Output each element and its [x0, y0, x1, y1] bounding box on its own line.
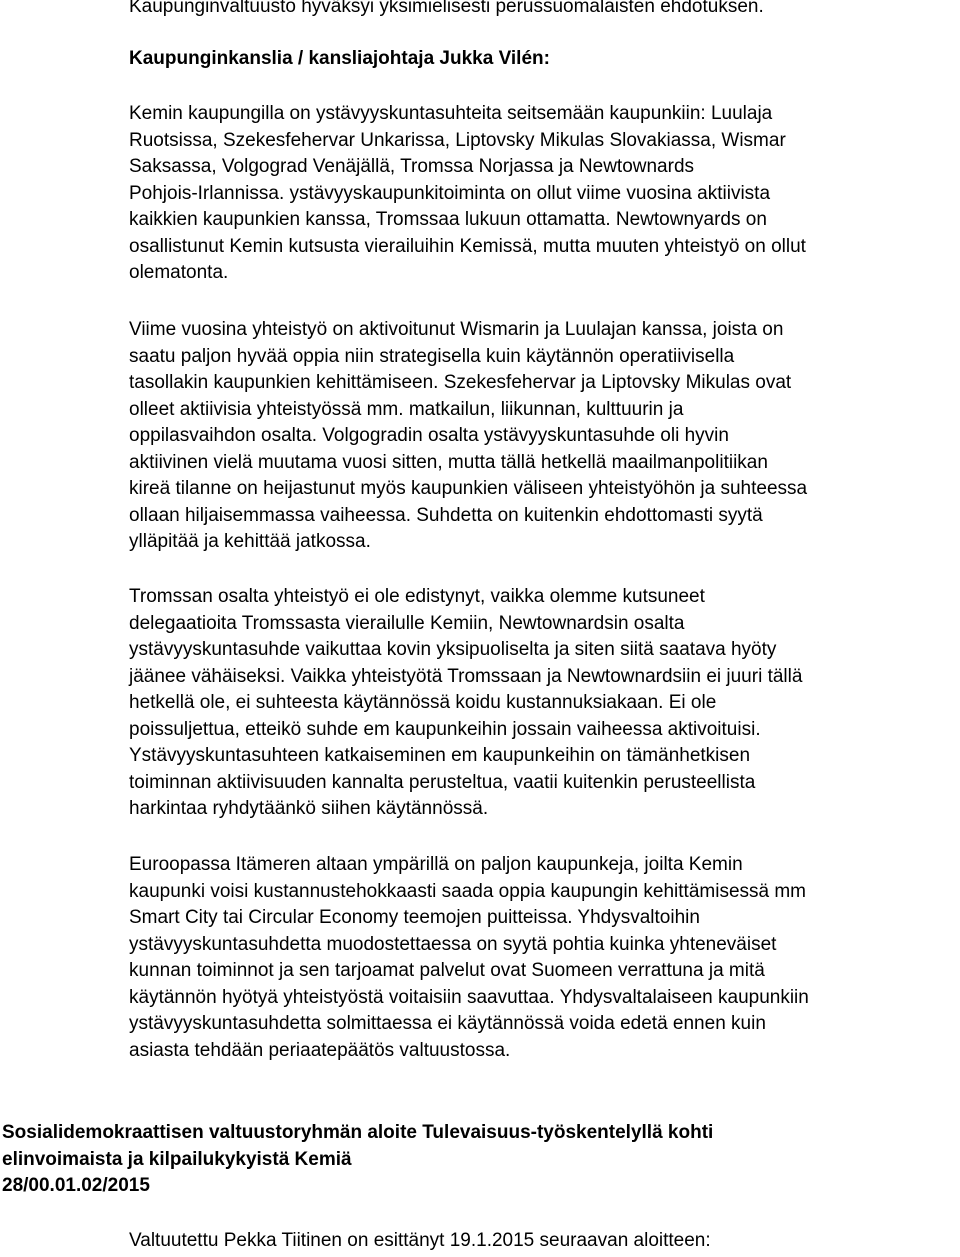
paragraph-line: olleet aktiivisia yhteistyössä mm. matkailun, liikunnan, kulttuurin ja: [129, 398, 684, 420]
speaker-heading-line: Kaupunginkanslia / kansliajohtaja Jukka Vilén:: [129, 48, 550, 69]
speaker-heading: [129, 46, 959, 73]
paragraph-1: [129, 101, 959, 287]
section-heading-line: elinvoimaista ja kilpailukykyistä Kemiä: [2, 1148, 352, 1170]
section-heading: [2, 1120, 957, 1200]
paragraph-line: aktiivinen vielä muutama vuosi sitten, mutta tällä hetkellä maailmanpolitiikan: [129, 451, 768, 473]
paragraph-line: ylläpitää ja kehittää jatkossa.: [129, 531, 371, 552]
paragraph-line: oppilasvaihdon osalta. Volgogradin osalta ystävyyskuntasuhde oli hyvin: [129, 425, 729, 446]
paragraph-line: tasollakin kaupunkien kehittämiseen. Szekesfehervar ja Liptovsky Mikulas ovat: [129, 372, 792, 393]
paragraph-line: toiminnan aktiivisuuden kannalta perusteltua, vaatii kuitenkin perusteellista: [129, 771, 756, 793]
case-number: 28/00.01.02/2015: [2, 1175, 150, 1196]
paragraph-2: [129, 317, 959, 556]
paragraph-line: käytännön hyötyä yhteistyöstä voitaisiin saavuttaa. Yhdysvaltalaiseen kaupunkiin: [129, 986, 809, 1008]
paragraph-line: saatu paljon hyvää oppia niin strategisella kuin käytännön operatiivisella: [129, 345, 735, 367]
paragraph-line: kaikkien kaupunkien kanssa, Tromssaa lukuun ottamatta. Newtownyards on: [129, 209, 767, 230]
decision-line: Kaupunginvaltuusto hyväksyi yksimielisesti perussuomalaisten ehdotuksen.: [129, 0, 764, 17]
paragraph-line: ollaan hiljaisemmassa vaiheessa. Suhdetta on kuitenkin ehdottomasti syytä: [129, 504, 763, 526]
paragraph-line: delegaatioita Tromssasta vierailulle Kemiin, Newtownardsin osalta: [129, 612, 685, 634]
paragraph-line: Ystävyyskuntasuhteen katkaiseminen em kaupunkeihin on tämänhetkisen: [129, 745, 751, 766]
paragraph-line: Pohjois-Irlannissa. ystävyyskaupunkitoiminta on ollut viime vuosina aktiivista: [129, 182, 771, 204]
paragraph-line: kireä tilanne on heijastunut myös kaupunkien väliseen yhteistyöhön ja suhteessa: [129, 478, 808, 499]
initiative-intro: [129, 1228, 959, 1255]
paragraph-line: poissuljettua, etteikö suhde em kaupunkeihin jossain vaiheessa aktivoituisi.: [129, 718, 761, 740]
section-heading-line: Sosialidemokraattisen valtuustoryhmän aloite Tulevaisuus-työskentelyllä kohti: [2, 1122, 714, 1143]
paragraph-line: jäänee vähäiseksi. Vaikka yhteistyötä Tromssaan ja Newtownardsiin ei juuri tällä: [129, 665, 803, 687]
paragraph-3: [129, 584, 959, 823]
paragraph-line: ystävyyskuntasuhdetta muodostettaessa on syytä pohtia kuinka yhteneväiset: [129, 933, 777, 955]
paragraph-line: olematonta.: [129, 262, 229, 283]
paragraph-line: hetkellä ole, ei suhteesta käytännössä koidu kustannuksiakaan. Ei ole: [129, 692, 717, 713]
paragraph-4: [129, 852, 959, 1064]
paragraph-line: kunnan toiminnot ja sen tarjoamat palvelut ovat Suomeen verrattuna ja mitä: [129, 960, 765, 981]
paragraph-line: asiasta tehdään periaatepäätös valtuustossa.: [129, 1039, 511, 1061]
paragraph-line: Saksassa, Volgograd Venäjällä, Tromssa Norjassa ja Newtownards: [129, 156, 695, 177]
paragraph-line: osallistunut Kemin kutsusta vierailuihin Kemissä, mutta muuten yhteistyö on ollut: [129, 235, 806, 257]
paragraph-line: Euroopassa Itämeren altaan ympärillä on paljon kaupunkeja, joilta Kemin: [129, 854, 743, 875]
paragraph-line: kaupunki voisi kustannustehokkaasti saada oppia kaupungin kehittämisessä mm: [129, 880, 807, 902]
paragraph-line: ystävyyskuntasuhdetta solmittaessa ei käytännössä voida edetä ennen kuin: [129, 1013, 766, 1034]
initiative-intro-line: Valtuutettu Pekka Tiitinen on esittänyt 19.1.2015 seuraavan aloitteen:: [129, 1230, 711, 1251]
paragraph-line: Viime vuosina yhteistyö on aktivoitunut Wismarin ja Luulajan kanssa, joista on: [129, 319, 784, 340]
paragraph-line: Smart City tai Circular Economy teemojen puitteissa. Yhdysvaltoihin: [129, 907, 700, 928]
paragraph-line: harkintaa ryhdytäänkö siihen käytännössä.: [129, 798, 489, 819]
paragraph-line: Ruotsissa, Szekesfehervar Unkarissa, Liptovsky Mikulas Slovakiassa, Wismar: [129, 129, 786, 151]
paragraph-line: Kemin kaupungilla on ystävyyskuntasuhteita seitsemään kaupunkiin: Luulaja: [129, 103, 773, 124]
decision-text: [129, 0, 959, 21]
paragraph-line: Tromssan osalta yhteistyö ei ole edistynyt, vaikka olemme kutsuneet: [129, 586, 705, 607]
paragraph-line: ystävyyskuntasuhde vaikuttaa kovin yksipuoliselta ja siten siitä saatava hyöty: [129, 639, 777, 660]
